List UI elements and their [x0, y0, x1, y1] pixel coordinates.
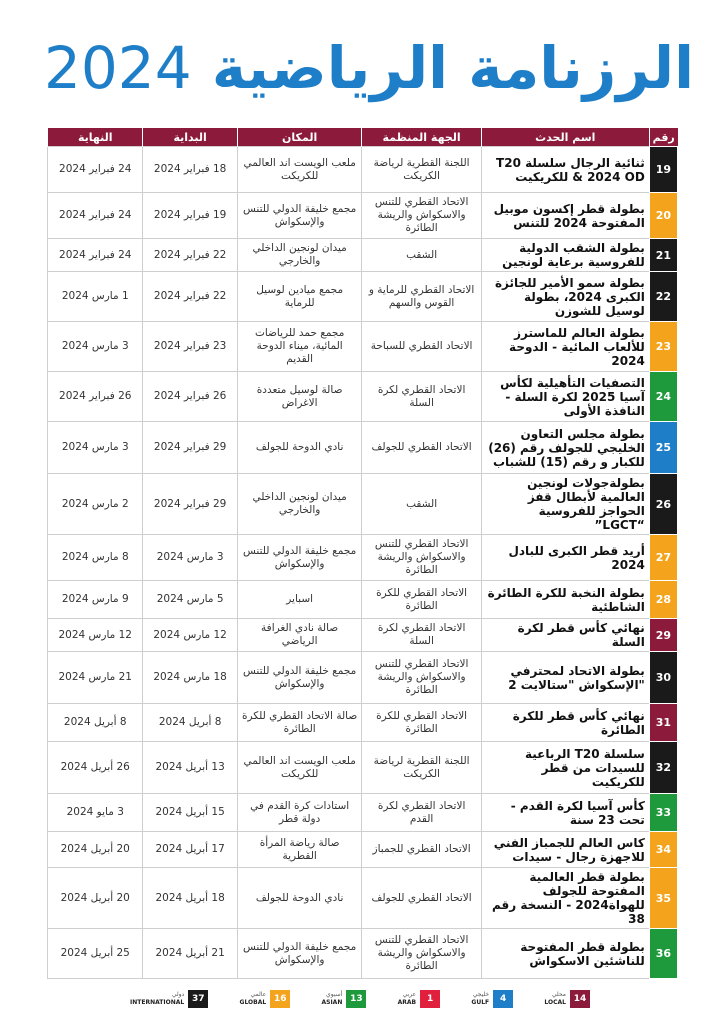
legend-label-en: GULF: [471, 999, 490, 1006]
organizer: الاتحاد القطري لكرة السلة: [362, 619, 481, 652]
table-row: [48, 272, 678, 322]
table-row: [48, 742, 678, 794]
end-date: 9 مارس 2024: [48, 581, 143, 619]
start-date: 18 أبريل 2024: [143, 868, 237, 929]
end-date: 20 أبريل 2024: [48, 868, 143, 929]
organizer: الاتحاد القطري للتنس والاسكواش والريشة الطائرة: [362, 535, 481, 581]
start-date: 5 مارس 2024: [143, 581, 237, 619]
end-date: 26 أبريل 2024: [48, 742, 143, 794]
page-title: [44, 28, 694, 108]
event-name: بطولة قطر إكسون موبيل المفتوحة 2024 للتنس: [481, 193, 649, 239]
organizer: الشقب: [362, 239, 481, 272]
event-name: بطولة الشقب الدولية للفروسية برعاية لونجين: [481, 239, 649, 272]
event-name: التصفيات التأهيلية لكأس آسيا 2025 لكرة السلة - النافذة الأولى: [481, 372, 649, 422]
start-date: 18 مارس 2024: [143, 652, 237, 704]
organizer: اللجنة القطرية لرياضة الكريكت: [362, 742, 481, 794]
row-number: 30: [649, 652, 677, 704]
organizer: الاتحاد القطري للجولف: [362, 422, 481, 474]
organizer: الاتحاد القطري للتنس والاسكواش والريشة الطائرة: [362, 929, 481, 979]
legend-label-ar: أسيوي: [326, 991, 343, 998]
venue: استادات كرة القدم في دولة قطر: [237, 794, 362, 832]
row-number: 26: [649, 474, 677, 535]
row-number: 19: [649, 147, 677, 193]
end-date: 26 فبراير 2024: [48, 372, 143, 422]
event-name: ثنائية الرجال سلسلة T20 & 2024 OD للكريكيت: [481, 147, 649, 193]
end-date: 20 أبريل 2024: [48, 832, 143, 868]
start-date: 21 أبريل 2024: [143, 929, 237, 979]
table-header-row: [48, 128, 678, 147]
event-name: نهائي كأس قطر لكرة السلة: [481, 619, 649, 652]
row-number: 29: [649, 619, 677, 652]
header-num: رقم: [649, 128, 677, 147]
event-name: بطولةجولات لونجين العالمية لأبطال قفز الحواجز للفروسية “LGCT”: [481, 474, 649, 535]
organizer: اللجنة القطرية لرياضة الكريكت: [362, 147, 481, 193]
row-number: 23: [649, 322, 677, 372]
header-event: اسم الحدث: [481, 128, 649, 147]
row-number: 21: [649, 239, 677, 272]
title-year: 2024: [44, 34, 192, 102]
organizer: الاتحاد القطري للجولف: [362, 868, 481, 929]
table-row: [48, 535, 678, 581]
venue: صالة رياضة المرأة القطرية: [237, 832, 362, 868]
legend-count: 16: [270, 990, 290, 1008]
venue: ميدان لونجين الداخلي والخارجي: [237, 474, 362, 535]
venue: ملعب الويست اند العالمي للكريكت: [237, 147, 362, 193]
event-name: أريد قطر الكبرى للبادل 2024: [481, 535, 649, 581]
organizer: الاتحاد القطري لكرة السلة: [362, 372, 481, 422]
end-date: 12 مارس 2024: [48, 619, 143, 652]
row-number: 24: [649, 372, 677, 422]
legend-count: 37: [188, 990, 208, 1008]
organizer: الاتحاد القطري للسباحة: [362, 322, 481, 372]
header-venue: المكان: [237, 128, 362, 147]
organizer: الاتحاد القطري للكرة الطائرة: [362, 704, 481, 742]
row-number: 20: [649, 193, 677, 239]
start-date: 15 أبريل 2024: [143, 794, 237, 832]
venue: صالة لوسيل متعددة الاغراض: [237, 372, 362, 422]
table-row: [48, 832, 678, 868]
event-name: بطولة قطر العالمية المفتوحة للجولف للهواة2024 - النسخة رقم 38: [481, 868, 649, 929]
end-date: 8 أبريل 2024: [48, 704, 143, 742]
table-row: [48, 422, 678, 474]
start-date: 17 أبريل 2024: [143, 832, 237, 868]
events-table: [47, 128, 678, 979]
venue: مجمع خليفة الدولي للتنس والإسكواش: [237, 535, 362, 581]
venue: مجمع خليفة الدولي للتنس والإسكواش: [237, 652, 362, 704]
legend-item: [471, 990, 513, 1008]
start-date: 29 فبراير 2024: [143, 474, 237, 535]
legend-count: 1: [420, 990, 440, 1008]
start-date: 13 أبريل 2024: [143, 742, 237, 794]
legend-label-ar: عربي: [402, 991, 417, 998]
start-date: 22 فبراير 2024: [143, 272, 237, 322]
row-number: 28: [649, 581, 677, 619]
event-name: نهائي كأس قطر للكرة الطائرة: [481, 704, 649, 742]
venue: صالة نادي الغرافة الرياضي: [237, 619, 362, 652]
venue: مجمع خليفة الدولي للتنس والإسكواش: [237, 929, 362, 979]
venue: اسباير: [237, 581, 362, 619]
table-row: [48, 372, 678, 422]
organizer: الاتحاد القطري للرماية و القوس والسهم: [362, 272, 481, 322]
table-row: [48, 474, 678, 535]
event-name: كاس العالم للجمباز الفني للاجهزة رجال - سيدات: [481, 832, 649, 868]
legend-label: [130, 991, 184, 1007]
legend-label-ar: خليجي: [472, 991, 490, 998]
legend-label: [544, 991, 566, 1007]
venue: صالة الاتحاد القطري للكرة الطائرة: [237, 704, 362, 742]
end-date: 3 مارس 2024: [48, 422, 143, 474]
header-end: النهاية: [48, 128, 143, 147]
venue: نادي الدوحة للجولف: [237, 868, 362, 929]
event-name: كأس آسيا لكرة القدم - تحت 23 سنة: [481, 794, 649, 832]
end-date: 3 مايو 2024: [48, 794, 143, 832]
legend-label-en: INTERNATIONAL: [130, 999, 185, 1006]
venue: مجمع خليفة الدولي للتنس والإسكواش: [237, 193, 362, 239]
row-number: 32: [649, 742, 677, 794]
table-row: [48, 794, 678, 832]
venue: ملعب الويست اند العالمي للكريكت: [237, 742, 362, 794]
start-date: 12 مارس 2024: [143, 619, 237, 652]
table-row: [48, 193, 678, 239]
legend-label: [240, 991, 267, 1007]
table-row: [48, 147, 678, 193]
start-date: 3 مارس 2024: [143, 535, 237, 581]
table-row: [48, 322, 678, 372]
event-name: سلسلة T20 الرباعية للسيدات من قطر للكريكيت: [481, 742, 649, 794]
organizer: الاتحاد القطري للجمباز: [362, 832, 481, 868]
start-date: 26 فبراير 2024: [143, 372, 237, 422]
start-date: 22 فبراير 2024: [143, 239, 237, 272]
title-text: الرزنامة الرياضية: [211, 34, 694, 102]
event-name: بطولة العالم للماسترز للألعاب المائية - الدوحة 2024: [481, 322, 649, 372]
row-number: 33: [649, 794, 677, 832]
venue: نادي الدوحة للجولف: [237, 422, 362, 474]
legend-label-ar: عالمي: [250, 991, 267, 998]
row-number: 34: [649, 832, 677, 868]
row-number: 35: [649, 868, 677, 929]
table-row: [48, 652, 678, 704]
legend: [130, 987, 590, 1011]
start-date: 8 أبريل 2024: [143, 704, 237, 742]
table-row: [48, 929, 678, 979]
event-name: بطولة قطر المفتوحة للناشئين الاسكواش: [481, 929, 649, 979]
start-date: 29 فبراير 2024: [143, 422, 237, 474]
legend-label-en: ASIAN: [321, 999, 343, 1006]
start-date: 19 فبراير 2024: [143, 193, 237, 239]
legend-item: [398, 990, 440, 1008]
legend-item: [240, 990, 291, 1008]
end-date: 21 مارس 2024: [48, 652, 143, 704]
legend-count: 14: [570, 990, 590, 1008]
end-date: 2 مارس 2024: [48, 474, 143, 535]
table-row: [48, 239, 678, 272]
legend-label-en: ARAB: [397, 999, 417, 1006]
organizer: الاتحاد القطري للتنس والاسكواش والريشة الطائرة: [362, 193, 481, 239]
table-row: [48, 581, 678, 619]
venue: مجمع حمد للرياضات المائية، ميناء الدوحة القديم: [237, 322, 362, 372]
organizer: الاتحاد القطري للكرة الطائرة: [362, 581, 481, 619]
row-number: 36: [649, 929, 677, 979]
legend-count: 13: [346, 990, 366, 1008]
row-number: 22: [649, 272, 677, 322]
event-name: بطولة النخبة للكرة الطائرة الشاطئية: [481, 581, 649, 619]
row-number: 27: [649, 535, 677, 581]
end-date: 24 فبراير 2024: [48, 239, 143, 272]
legend-label: [471, 991, 489, 1007]
end-date: 8 مارس 2024: [48, 535, 143, 581]
header-start: البداية: [143, 128, 237, 147]
start-date: 23 فبراير 2024: [143, 322, 237, 372]
legend-label-ar: محلي: [551, 991, 566, 998]
legend-count: 4: [493, 990, 513, 1008]
legend-label-en: LOCAL: [544, 999, 566, 1006]
organizer: الاتحاد القطري لكرة القدم: [362, 794, 481, 832]
end-date: 24 فبراير 2024: [48, 147, 143, 193]
legend-item: [130, 990, 208, 1008]
organizer: الشقب: [362, 474, 481, 535]
organizer: الاتحاد القطري للتنس والاسكواش والريشة الطائرة: [362, 652, 481, 704]
table-row: [48, 868, 678, 929]
event-name: بطولة الاتحاد لمحترفي "الإسكواش "ستالايت 2: [481, 652, 649, 704]
header-org: الجهة المنظمة: [362, 128, 481, 147]
table-row: [48, 704, 678, 742]
legend-item: [544, 990, 590, 1008]
venue: مجمع ميادين لوسيل للرماية: [237, 272, 362, 322]
end-date: 24 فبراير 2024: [48, 193, 143, 239]
legend-label-ar: دولي: [171, 991, 185, 998]
event-name: بطولة مجلس التعاون الخليجي للجولف رقم (26) للكبار و رقم (15) للشباب: [481, 422, 649, 474]
venue: ميدان لونجين الداخلي والخارجي: [237, 239, 362, 272]
legend-item: [321, 990, 366, 1008]
start-date: 18 فبراير 2024: [143, 147, 237, 193]
legend-label: [398, 991, 416, 1007]
event-name: بطولة سمو الأمير للجائزة الكبرى 2024، بطولة لوسيل للشوزن: [481, 272, 649, 322]
end-date: 25 أبريل 2024: [48, 929, 143, 979]
end-date: 1 مارس 2024: [48, 272, 143, 322]
legend-label: [321, 991, 342, 1007]
row-number: 25: [649, 422, 677, 474]
legend-label-en: GLOBAL: [239, 999, 267, 1006]
table-row: [48, 619, 678, 652]
end-date: 3 مارس 2024: [48, 322, 143, 372]
row-number: 31: [649, 704, 677, 742]
